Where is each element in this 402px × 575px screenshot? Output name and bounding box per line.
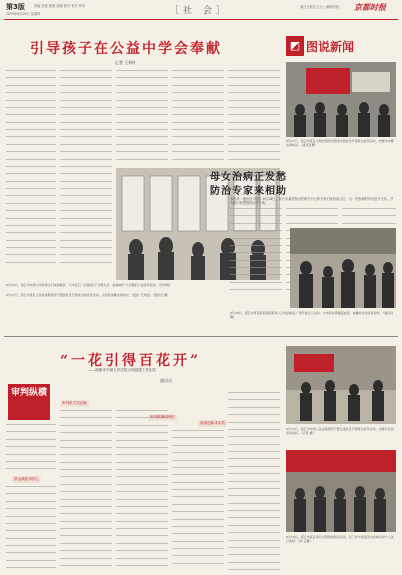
news-photo-caption: 6月27日，商丘市某区文明办组织志愿者来到社区开展普法宣传活动，向群众讲解法律知识。（通讯员摄） — [286, 139, 394, 147]
section-divider — [4, 336, 398, 337]
article1-title: 引导孩子在公益中学会奉献 — [30, 41, 222, 57]
flag-ceremony-image — [286, 62, 396, 137]
article3-title: “一花引得百花开” — [60, 353, 202, 369]
article1-column-1 — [6, 70, 56, 268]
article3-byline: 通讯员 — [160, 378, 172, 383]
article3-column-3 — [116, 410, 168, 570]
article1-byline: 记者 王春叶 — [115, 60, 137, 65]
ceremony-caption: 6月18日，商丘市某区举行文明创建表彰活动，对工作中表现突出的单位和个人进行表彰。（李 正摄） — [286, 535, 394, 543]
ceremony-photo — [286, 450, 396, 532]
date-line: 2020年6月28日 星期四 — [6, 12, 41, 16]
news-badge-title: 图说新闻 — [306, 40, 355, 54]
article1-column-3 — [116, 70, 168, 165]
subhead-4: 探索创新求实效 — [200, 421, 226, 425]
article1-column-2 — [60, 70, 112, 268]
newspaper-logo: 京都时报 — [354, 2, 386, 12]
court-outreach-caption: 6月23日，商丘市中级人民法院组织干警走进社区开展普法宣传活动，向群众发放宣传资料。（记者 摄） — [286, 427, 394, 435]
subhead-1: 审判机关亮创新 — [62, 401, 88, 405]
header-right-meta: 商丘日报社主办 □新闻热线 — [300, 5, 340, 9]
article3-column-1b — [6, 486, 56, 570]
article1-column-5 — [228, 70, 280, 165]
header-rule — [4, 19, 398, 20]
mid-right-caption: 6月28日，商丘市某某医院组织医务人员来到城区广场开展义诊活动，为市民免费测量血压、血糖并发放宣传资料。（通讯员 摄） — [230, 311, 394, 319]
court-outreach-photo — [286, 346, 396, 424]
news-badge-graphic: ◩ — [286, 36, 304, 56]
article1-column-4 — [172, 70, 224, 165]
news-photo — [286, 62, 396, 137]
article2-title-line1: 母女治病正发愁 — [210, 172, 287, 183]
page-header — [0, 0, 402, 20]
award-ceremony-image — [286, 450, 396, 532]
subhead-2: 审判纵横明理法 — [150, 415, 176, 419]
children-group-image — [290, 228, 396, 308]
article2-lead: 本报讯（通讯员 申宣）6月24日，商丘市某医院治疗研究中心的专家们来到某社区，为一对患病的母女进行义诊，并为她们免费提供治疗方案。 — [230, 197, 394, 205]
article3-column-5 — [228, 392, 280, 570]
volunteer-children-photo — [290, 228, 396, 308]
page-number: 第3版 — [6, 3, 25, 11]
article2-title-line2: 防治专家来相助 — [210, 186, 287, 197]
article2-column-1 — [230, 208, 282, 290]
article3-column-4 — [172, 430, 224, 570]
article3-column-2 — [60, 410, 112, 570]
section-title: ［社 会］ — [170, 6, 229, 16]
article3-subtitle: ——商鼎市中级人民法院文明创建工作纪实 — [88, 368, 157, 372]
article3-badge: 审判纵横 — [8, 384, 50, 420]
subhead-3: 群众满意得民心 — [14, 477, 40, 481]
article3-column-1a — [6, 424, 56, 472]
article1-photo-caption: 6月28日，商丘市实验小学的师生们来到城区，与市民们一起参加以“文明生活、美丽城市”为主题的公益宣传活动。（资料图） — [6, 283, 173, 287]
street-outreach-image — [286, 346, 396, 424]
editor-line: 责编 张燕 版面 刘娜 校对 李杰 声明 — [34, 4, 85, 8]
mid-left-caption: 6月27日，商丘市某区人民检察院组织干警到社区开展民法典宣传活动，为居民讲解法律知识，受到广泛欢迎。（通讯员 摄） — [6, 293, 171, 297]
